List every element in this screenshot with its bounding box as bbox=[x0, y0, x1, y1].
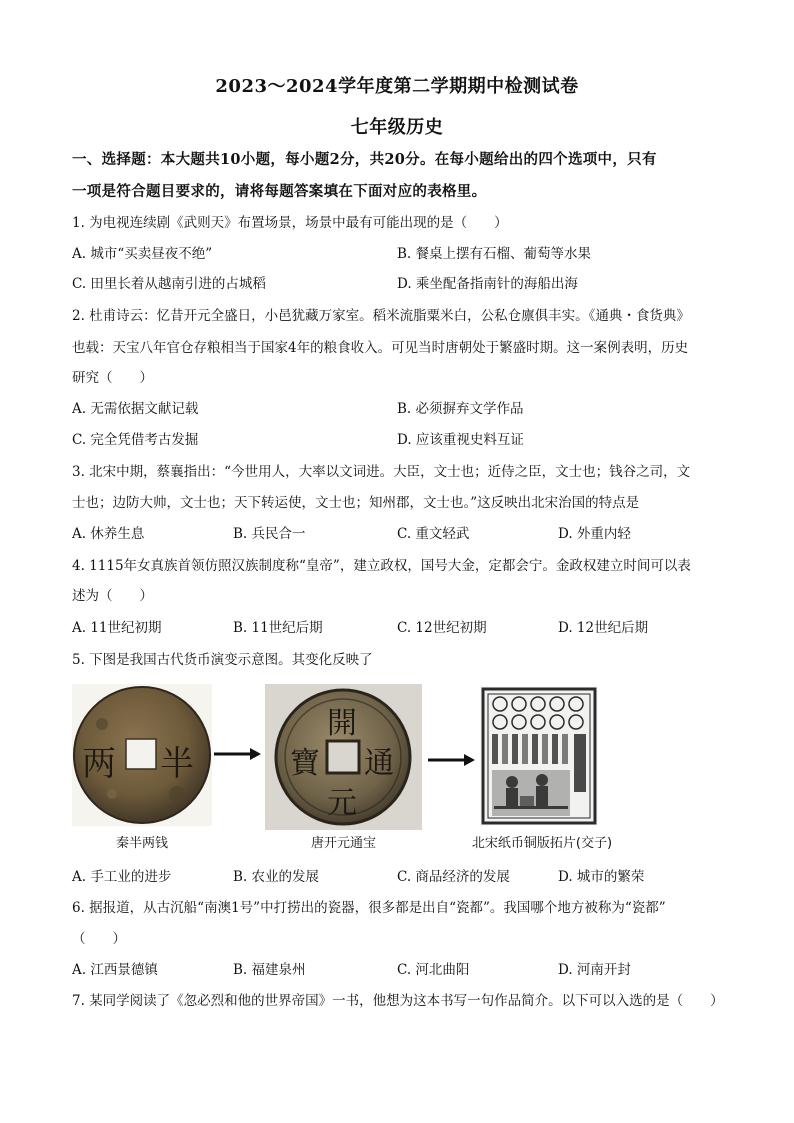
question-5-option-b: B. 农业的发展 bbox=[233, 869, 320, 885]
section-instructions-line1: 一、选择题：本大题共10小题，每小题2分，共20分。在每小题给出的四个选项中，只有 bbox=[72, 151, 657, 168]
song-jiaozi-print-image bbox=[480, 686, 598, 826]
question-6-stem-line2: （ ） bbox=[72, 931, 126, 947]
question-4-option-a: A. 11世纪初期 bbox=[72, 620, 162, 636]
question-5-option-c: C. 商品经济的发展 bbox=[397, 869, 510, 885]
qin-banliang-coin-image bbox=[72, 684, 212, 826]
question-5-stem: 5. 下图是我国古代货币演变示意图。其变化反映了 bbox=[72, 652, 373, 668]
question-4-option-b: B. 11世纪后期 bbox=[233, 620, 323, 636]
caption-tang-kaiyuan: 唐开元通宝 bbox=[310, 836, 376, 851]
coin-char-ban: 半 bbox=[160, 744, 194, 784]
coin-char-kai: 開 bbox=[327, 706, 357, 741]
question-2-option-c: C. 完全凭借考古发掘 bbox=[72, 432, 199, 448]
question-1-option-b: B. 餐桌上摆有石榴、葡萄等水果 bbox=[397, 246, 592, 262]
question-3-stem-line1: 3. 北宋中期，蔡襄指出：“今世用人，大率以文词进。大臣，文士也；近侍之臣，文士也；钱谷之司，文 bbox=[72, 464, 691, 480]
tang-kaiyuan-coin-image bbox=[265, 684, 422, 830]
question-3-option-d: D. 外重内轻 bbox=[558, 526, 631, 542]
arrow-right-icon bbox=[214, 746, 262, 762]
coin-char-tong: 通 bbox=[364, 746, 394, 781]
question-7-stem: 7. 某同学阅读了《忽必烈和他的世界帝国》一书，他想为这本书写一句作品简介。以下可以入选的是（ ） bbox=[72, 993, 724, 1009]
question-6-stem-line1: 6. 据报道，从古沉船“南澳1号”中打捞出的瓷器，很多都是出自“瓷都”。我国哪个地方被称为“瓷都” bbox=[72, 900, 666, 916]
question-2-stem-line2: 也载：天宝八年官仓存粮相当于国家4年的粮食收入。可见当时唐朝处于繁盛时期。这一案例表明，历史 bbox=[72, 340, 689, 356]
question-3-option-b: B. 兵民合一 bbox=[233, 526, 306, 542]
coin-char-yuan: 元 bbox=[327, 786, 357, 821]
question-3-option-a: A. 休养生息 bbox=[72, 526, 145, 542]
section-instructions-line2: 一项是符合题目要求的，请将每题答案填在下面对应的表格里。 bbox=[72, 183, 487, 200]
question-2-stem-line1: 2. 杜甫诗云：忆昔开元全盛日，小邑犹藏万家室。稻米流脂粟米白，公私仓廪俱丰实。《通典・食货典》 bbox=[72, 308, 690, 324]
question-5-option-d: D. 城市的繁荣 bbox=[558, 869, 645, 885]
question-1-option-c: C. 田里长着从越南引进的占城稻 bbox=[72, 276, 266, 292]
question-4-stem-line1: 4. 1115年女真族首领仿照汉族制度称“皇帝”，建立政权，国号大金，定都会宁。金政权建立时间可以表 bbox=[72, 558, 691, 574]
exam-subtitle: 七年级历史 bbox=[350, 117, 444, 138]
caption-song-jiaozi: 北宋纸币铜版拓片(交子) bbox=[471, 836, 613, 851]
caption-qin-banliang: 秦半两钱 bbox=[115, 836, 168, 851]
question-3-stem-line2: 士也；边防大帅，文士也；天下转运使，文士也；知州郡，文士也。”这反映出北宋治国的特点是 bbox=[72, 495, 640, 511]
question-2-stem-line3: 研究（ ） bbox=[72, 370, 153, 386]
coin-char-liang: 两 bbox=[82, 744, 116, 784]
question-4-stem-line2: 述为（ ） bbox=[72, 588, 153, 604]
question-5-option-a: A. 手工业的进步 bbox=[72, 869, 172, 885]
exam-title: 2023～2024学年度第二学期期中检测试卷 bbox=[215, 76, 579, 97]
question-6-option-c: C. 河北曲阳 bbox=[397, 962, 470, 978]
question-1-option-a: A. 城市“买卖昼夜不绝” bbox=[72, 246, 213, 262]
question-4-option-d: D. 12世纪后期 bbox=[558, 620, 649, 636]
question-6-option-d: D. 河南开封 bbox=[558, 962, 631, 978]
question-1-option-d: D. 乘坐配备指南针的海船出海 bbox=[397, 276, 578, 292]
question-1-stem: 1. 为电视连续剧《武则天》布置场景，场景中最有可能出现的是（ ） bbox=[72, 215, 508, 231]
arrow-right-icon bbox=[428, 752, 476, 768]
question-6-option-a: A. 江西景德镇 bbox=[72, 962, 158, 978]
question-2-option-a: A. 无需依据文献记载 bbox=[72, 401, 199, 417]
question-6-option-b: B. 福建泉州 bbox=[233, 962, 306, 978]
question-3-option-c: C. 重文轻武 bbox=[397, 526, 470, 542]
question-2-option-b: B. 必须摒弃文学作品 bbox=[397, 401, 524, 417]
question-4-option-c: C. 12世纪初期 bbox=[397, 620, 487, 636]
question-2-option-d: D. 应该重视史料互证 bbox=[397, 432, 524, 448]
coin-char-bao: 寶 bbox=[290, 746, 320, 781]
